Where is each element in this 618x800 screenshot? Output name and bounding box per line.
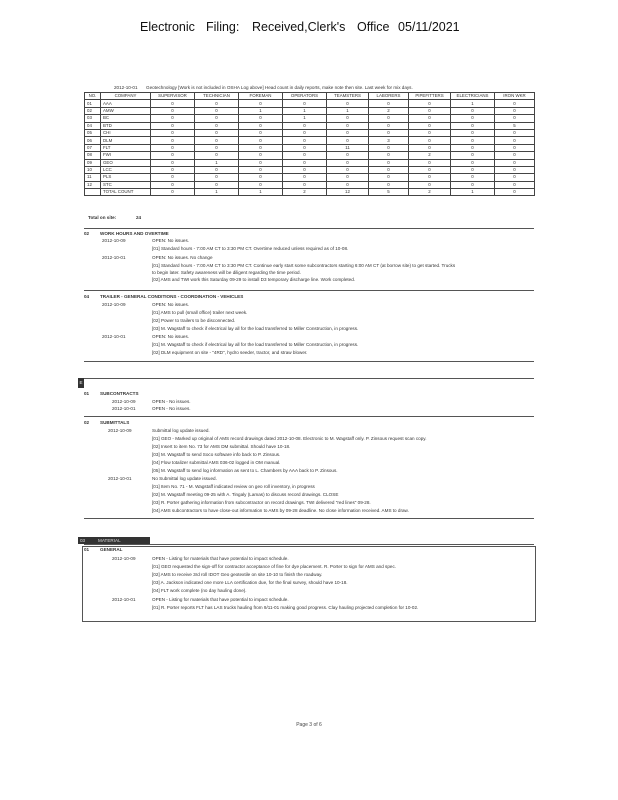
general-date-1: 2012-10-09 [112, 556, 136, 561]
subcontracts-status-2: OPEN - No issues. [152, 406, 191, 411]
table-cell: 0 [369, 159, 409, 166]
material-bar-title: MATERIAL [98, 537, 121, 543]
table-cell: 0 [283, 166, 327, 173]
table-cell: LCC [101, 166, 151, 173]
table-cell: 0 [409, 144, 451, 151]
column-header: LABORERS [369, 93, 409, 100]
section-04-status-1: OPEN: No issues. [152, 302, 190, 307]
table-row [85, 100, 535, 107]
table-row [85, 129, 535, 136]
table-cell: 0 [409, 100, 451, 107]
table-cell: 0 [409, 159, 451, 166]
table-cell: 05 [85, 129, 101, 136]
table-cell: 0 [495, 189, 535, 196]
divider [84, 378, 534, 379]
table-cell: 0 [409, 166, 451, 173]
table-cell: 1 [239, 189, 283, 196]
table-cell: 5 [495, 122, 535, 129]
table-cell: 2 [283, 189, 327, 196]
table-cell: 1 [451, 100, 495, 107]
subcontracts-date-1: 2012-10-09 [112, 399, 136, 404]
table-row [85, 115, 535, 122]
table-cell: 0 [495, 115, 535, 122]
total-row [85, 189, 535, 196]
column-header: TECHNICIAN [195, 93, 239, 100]
table-cell: 2 [409, 152, 451, 159]
table-cell: 12 [85, 181, 101, 188]
table-cell: 0 [327, 166, 369, 173]
table-cell: 2 [409, 189, 451, 196]
divider [84, 228, 534, 229]
table-cell: 1 [195, 159, 239, 166]
table-cell: 0 [239, 166, 283, 173]
section-04-date-1: 2012-10-09 [102, 302, 126, 307]
section-04-note: [01] M. Wagstaff to check if electrical lay all for the load transferred to Miller Construction, in progress. [152, 342, 359, 347]
table-cell: 0 [239, 181, 283, 188]
submittals-note: [03] R. Porter gathering information from subcontractor on record drawings. TWI delivered "red lines" 09-28. [152, 500, 371, 505]
submittals-note: [02] Insert to item No. 73 for AMS DM submittal. Should have 10-18. [152, 444, 291, 449]
column-header: PIPEFITTERS [409, 93, 451, 100]
section-02-note: to begin later. Safety awareness will be diligent regarding the time period. [152, 270, 301, 275]
table-cell: 0 [195, 122, 239, 129]
table-cell: 5 [369, 189, 409, 196]
table-cell: GEO [101, 159, 151, 166]
general-date-2: 2012-10-01 [112, 597, 136, 602]
table-cell: 0 [327, 100, 369, 107]
table-cell: 0 [495, 144, 535, 151]
table-cell: 0 [151, 100, 195, 107]
table-cell: 0 [283, 144, 327, 151]
table-cell [85, 189, 101, 196]
table-cell: DLM [101, 137, 151, 144]
table-cell: 0 [327, 159, 369, 166]
table-cell: 01 [85, 100, 101, 107]
section-04-title: TRAILER - GENERAL CONDITIONS - COORDINATION - VEHICLES [100, 294, 244, 299]
submittals-title: SUBMITTALS [100, 420, 130, 425]
table-cell: 0 [283, 152, 327, 159]
subcontracts-status-1: OPEN - No issues. [152, 399, 191, 404]
material-bar [78, 537, 150, 544]
table-cell: 2 [369, 107, 409, 114]
column-header: FOREMAN [239, 93, 283, 100]
table-cell: 0 [195, 137, 239, 144]
table-cell: 1 [451, 189, 495, 196]
section-02-status-2: OPEN: No issues. No change [152, 255, 213, 260]
header-electronic: Electronic [140, 20, 195, 34]
table-cell: 0 [369, 181, 409, 188]
table-cell: 0 [495, 152, 535, 159]
table-cell: 0 [369, 122, 409, 129]
table-cell: 0 [327, 181, 369, 188]
section-02-title: WORK HOURS AND OVERTIME [100, 231, 169, 236]
table-cell: 0 [195, 166, 239, 173]
submittals-note: [05] M. Wagstaff to send log information as sent to L. Chambers by AAA back to P. Zinsous. [152, 468, 338, 473]
table-cell: 0 [151, 174, 195, 181]
table-cell: 0 [369, 129, 409, 136]
table-cell: 1 [283, 115, 327, 122]
table-cell: 08 [85, 152, 101, 159]
headcount-header-row [85, 93, 535, 100]
section-02-date-2: 2012-10-01 [102, 255, 126, 260]
general-status-2: OPEN - Listing for materials that have potential to impact schedule. [152, 597, 289, 602]
table-cell: 0 [495, 137, 535, 144]
submittals-note: [01] Item No. 71 - M. Wagstaff indicated review on geo roll inventory, in progress [152, 484, 315, 489]
table-cell: 0 [239, 122, 283, 129]
table-cell: 0 [451, 152, 495, 159]
table-cell: 0 [151, 166, 195, 173]
general-note: [01] GEO requested the sign-off for contractor acceptance of fine for dye placement. R. Porter to sign for AMS and spec. [152, 564, 397, 569]
table-cell: 0 [195, 174, 239, 181]
section-04-number: 04 [84, 294, 90, 299]
table-row [85, 159, 535, 166]
table-cell: 0 [369, 115, 409, 122]
submittals-note: [02] M. Wagstaff meeting 09-25 with A. Tingaly (Lamas) to discuss record drawings. CLOSE [152, 492, 339, 497]
submittals-status-2: No Submittal log update issued. [152, 476, 217, 481]
section-04-note: [01] AMS to pull (small office) trailer next week. [152, 310, 248, 315]
table-cell: 0 [409, 181, 451, 188]
divider [84, 544, 534, 545]
table-cell: 0 [195, 115, 239, 122]
section-02-note: [02] AMS and TWI work this Saturday 09-29 to install D3 temporary discharge line. Work completed. [152, 277, 356, 282]
table-cell: 0 [369, 144, 409, 151]
geotech-date: 2012-10-01 [114, 85, 138, 90]
headcount-table [84, 92, 535, 196]
total-on-site-value: 24 [136, 215, 142, 220]
table-cell: 1 [327, 107, 369, 114]
table-cell: 09 [85, 159, 101, 166]
table-cell: 0 [369, 166, 409, 173]
general-number: 01 [84, 547, 90, 552]
general-note: [04] FLT work complete (no day hauling done). [152, 588, 247, 593]
divider [84, 290, 534, 291]
subcontracts-number: 01 [84, 391, 90, 396]
table-cell: 0 [495, 107, 535, 114]
table-cell: 0 [369, 174, 409, 181]
header-received: Received,Clerk's [252, 20, 346, 34]
table-cell: FLT [101, 144, 151, 151]
table-cell: 0 [451, 144, 495, 151]
table-cell: 10 [85, 166, 101, 173]
table-cell: 03 [85, 115, 101, 122]
table-cell: 0 [151, 152, 195, 159]
table-cell: 0 [283, 181, 327, 188]
table-cell: 0 [451, 181, 495, 188]
table-cell: 0 [409, 122, 451, 129]
table-cell: 0 [283, 159, 327, 166]
table-cell: 0 [409, 174, 451, 181]
table-cell: 0 [409, 107, 451, 114]
table-cell: 0 [451, 107, 495, 114]
table-cell: AMW [101, 107, 151, 114]
submittals-date-2: 2012-10-01 [108, 476, 132, 481]
table-cell: 0 [369, 152, 409, 159]
filing-header [0, 20, 618, 38]
table-cell: 0 [239, 115, 283, 122]
section-02-status-1: OPEN: No issues. [152, 238, 190, 243]
table-cell: 0 [369, 100, 409, 107]
header-office: Office [357, 20, 390, 34]
section-02-note: [01] Standard hours - 7:00 AM CT to 3:30 PM CT. Overtime reduced unless required as of 10-08. [152, 246, 349, 251]
table-cell: 07 [85, 144, 101, 151]
general-status-1: OPEN - Listing for materials that have potential to impact schedule. [152, 556, 289, 561]
table-cell: 0 [195, 129, 239, 136]
table-cell: 0 [495, 181, 535, 188]
table-cell: 02 [85, 107, 101, 114]
table-cell: 0 [151, 137, 195, 144]
table-cell: 11 [327, 144, 369, 151]
table-cell: 0 [283, 137, 327, 144]
table-cell: 0 [327, 115, 369, 122]
table-row [85, 181, 535, 188]
material-bar-number: 03 [80, 537, 86, 543]
table-row [85, 137, 535, 144]
table-cell: 0 [195, 144, 239, 151]
table-cell: 0 [151, 189, 195, 196]
table-cell: 0 [327, 137, 369, 144]
section-04-status-2: OPEN: No issues. [152, 334, 190, 339]
block-tag: E [78, 378, 84, 388]
table-cell: 1 [195, 189, 239, 196]
section-04-note: [03] M. Wagstaff to check if electrical lay all for the load transferred to Miller Construction, in progress. [152, 326, 359, 331]
table-cell: 12 [327, 189, 369, 196]
table-cell: 0 [327, 174, 369, 181]
table-cell: CHI [101, 129, 151, 136]
table-cell: 0 [495, 166, 535, 173]
table-cell: 0 [283, 129, 327, 136]
table-cell: 0 [151, 122, 195, 129]
table-cell: 0 [495, 129, 535, 136]
submittals-note: [01] GEO - Marked up original of AMS record drawings dated 2012-10-08. Electronic to M. Wagstaff only. P. Zinsous request scan copy. [152, 436, 427, 441]
column-header: ELECTRICIANS [451, 93, 495, 100]
table-cell: STC [101, 181, 151, 188]
divider [84, 416, 534, 417]
section-02-number: 02 [84, 231, 90, 236]
general-title: GENERAL [100, 547, 123, 552]
table-cell: 0 [451, 129, 495, 136]
divider [84, 518, 534, 519]
table-cell: 0 [409, 129, 451, 136]
table-cell: 0 [409, 137, 451, 144]
column-header: SUPERVISOR [151, 93, 195, 100]
table-cell: 0 [239, 159, 283, 166]
general-note: [02] AMS to receive 3rd roll IDOT Geo geotextile on site 10-10 to finish the roadway. [152, 572, 323, 577]
subcontracts-date-2: 2012-10-01 [112, 406, 136, 411]
table-cell: 1 [239, 107, 283, 114]
table-cell: PLS [101, 174, 151, 181]
table-cell: 0 [327, 152, 369, 159]
header-date: 05/11/2021 [398, 20, 460, 34]
table-cell: BTD [101, 122, 151, 129]
table-cell: 06 [85, 137, 101, 144]
section-02-note: [01] Standard hours - 7:00 AM CT to 3:30 PM CT. Continue early start some subcontractors starting 6:00 AM CT (at borrow site) to get started. Trucks [152, 263, 456, 268]
table-cell: 0 [195, 107, 239, 114]
table-cell: BC [101, 115, 151, 122]
total-on-site-label: Total on site: [88, 215, 117, 220]
submittals-status-1: Submittal log update issued. [152, 428, 210, 433]
table-row [85, 107, 535, 114]
table-cell: 0 [151, 107, 195, 114]
table-row [85, 174, 535, 181]
column-header: TEAMSTERS [327, 93, 369, 100]
table-cell: 0 [327, 129, 369, 136]
table-cell: 0 [151, 115, 195, 122]
table-cell: 0 [451, 137, 495, 144]
submittals-note: [04] Flow totalizer submittal AMS 036-02 logged in OM manual. [152, 460, 281, 465]
table-cell: 1 [283, 107, 327, 114]
table-cell: 0 [239, 137, 283, 144]
table-cell: 0 [151, 129, 195, 136]
section-04-date-2: 2012-10-01 [102, 334, 126, 339]
table-cell: 0 [451, 174, 495, 181]
table-cell: 0 [195, 181, 239, 188]
submittals-date-1: 2012-10-09 [108, 428, 132, 433]
table-cell: 0 [495, 174, 535, 181]
geotech-note: Geotechnology [Work is not included in OSHA Log above] Head count in daily reports, make note then site. Last week for mix days. [146, 85, 413, 90]
section-02-date-1: 2012-10-09 [102, 238, 126, 243]
submittals-note: [04] AMS subcontractors to have close-out information to AMS by 09-28 deadline. No close information received. AMS to draw. [152, 508, 409, 513]
table-row [85, 144, 535, 151]
table-cell: 0 [495, 100, 535, 107]
table-cell: 0 [283, 174, 327, 181]
table-cell: 0 [195, 152, 239, 159]
subcontracts-title: SUBCONTRACTS [100, 391, 139, 396]
section-04-note: [02] DLM equipment on site - "4RD", hydro seeder, tractor, and straw blower. [152, 350, 308, 355]
column-header: OPERATORS [283, 93, 327, 100]
table-cell: 0 [451, 159, 495, 166]
table-cell: 0 [151, 159, 195, 166]
table-cell: 04 [85, 122, 101, 129]
table-cell: 0 [327, 122, 369, 129]
general-note: [01] R. Porter reports FLT has LAS trucks hauling from 9/11-01 making good progress. Clay hauling projected completion for 10-02. [152, 605, 419, 610]
column-header: NO. [85, 93, 101, 100]
table-cell: 11 [85, 174, 101, 181]
table-row [85, 152, 535, 159]
table-cell: FWI [101, 152, 151, 159]
divider [84, 361, 534, 362]
table-cell: 0 [283, 100, 327, 107]
table-cell: 0 [239, 174, 283, 181]
table-cell: 0 [195, 100, 239, 107]
table-cell: 3 [369, 137, 409, 144]
column-header: COMPANY [101, 93, 151, 100]
table-cell: 0 [495, 159, 535, 166]
table-cell: 0 [451, 122, 495, 129]
table-cell: AAA [101, 100, 151, 107]
table-cell: 0 [451, 115, 495, 122]
table-cell: 0 [239, 129, 283, 136]
table-cell: 0 [239, 144, 283, 151]
section-04-note: [02] Power to trailers to be disconnected. [152, 318, 236, 323]
table-cell: 0 [239, 152, 283, 159]
table-cell: 0 [239, 100, 283, 107]
table-cell: 0 [151, 181, 195, 188]
header-filing: Filing: [206, 20, 240, 34]
table-cell: 0 [409, 115, 451, 122]
table-row [85, 166, 535, 173]
page-number: Page 3 of 6 [296, 722, 322, 728]
submittals-number: 02 [84, 420, 90, 425]
submittals-note: [03] M. Wagstaff to send Soco software info back to P. Zinsous. [152, 452, 281, 457]
table-cell: TOTAL COUNT [101, 189, 151, 196]
table-cell: 0 [151, 144, 195, 151]
column-header: IRON WKR [495, 93, 535, 100]
table-row [85, 122, 535, 129]
table-cell: 0 [451, 166, 495, 173]
table-cell: 0 [283, 122, 327, 129]
general-note: [03] A. Jackson indicated one more LLA certification due, for the final survey, should have 10-18. [152, 580, 348, 585]
